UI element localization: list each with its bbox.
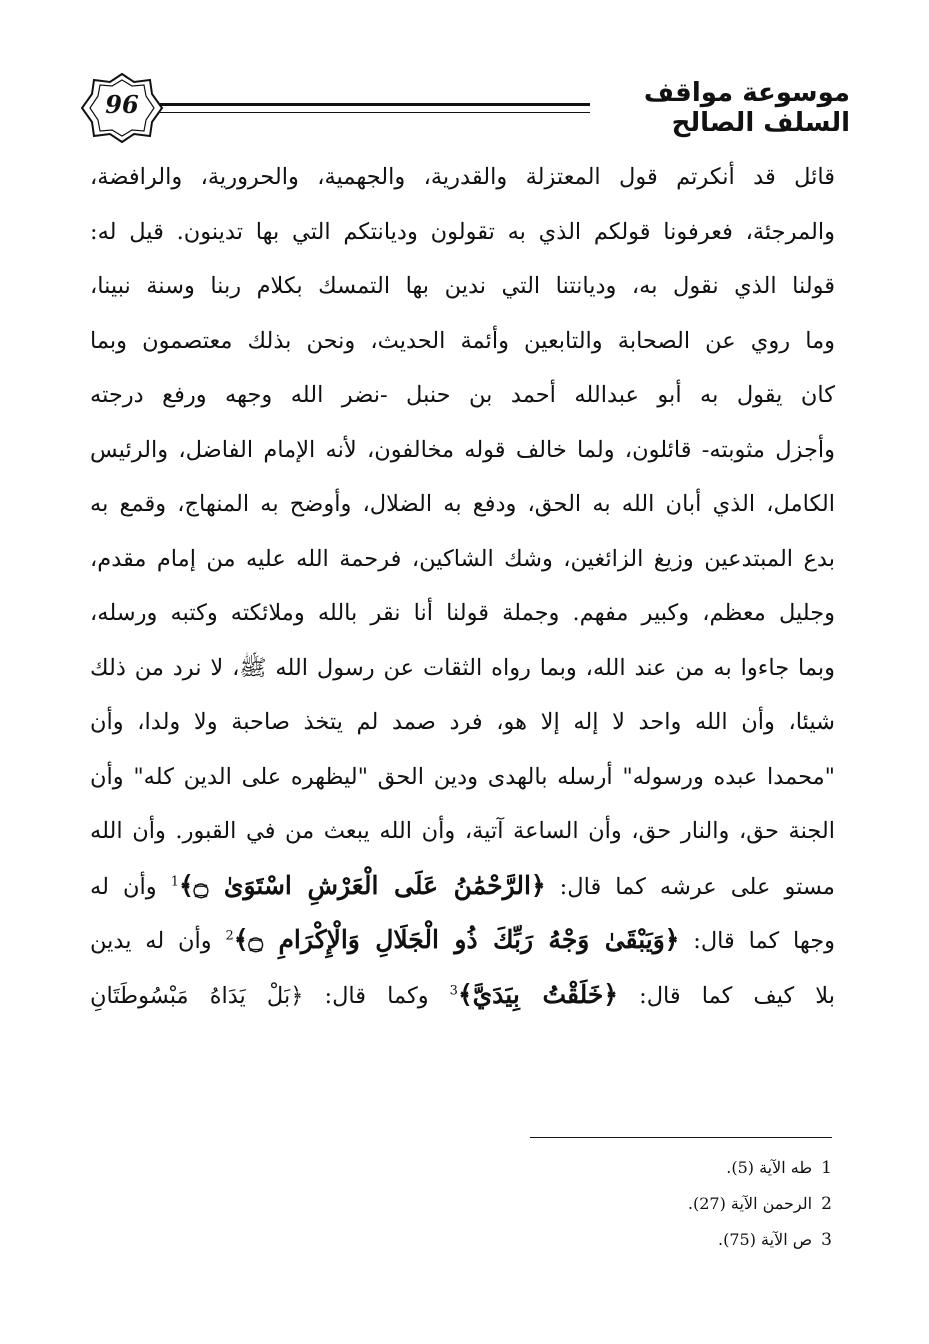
footnote-separator [530, 1137, 832, 1138]
text-line: وجليل معظم، وكبير مفهم. وجملة قولنا أنا نقر بالله وملائكته وكتبه ورسله، [90, 600, 835, 626]
text-line: وما روي عن الصحابة والتابعين وأئمة الحديث، ونحن بذلك معتصمون وبما [90, 327, 835, 354]
footnote-ref: 2 [225, 928, 234, 944]
line-text: وأن له يدين [90, 928, 226, 954]
line-text: وأن له [90, 873, 171, 900]
footnote [500, 1186, 832, 1222]
series-title: موسوعة مواقف السلف الصالح [643, 78, 850, 138]
quran-verse: ﴿وَيَبْقَىٰ وَجْهُ رَبِّكَ ذُو الْجَلَالِ وَالْإِكْرَامِ ۝﴾ [233, 925, 680, 954]
footnote [500, 1222, 832, 1258]
body-text [90, 150, 835, 1022]
footnote-number: 3 [821, 1230, 832, 1250]
line-text: بلا كيف كما قال: [618, 982, 835, 1009]
header-rule [160, 103, 590, 113]
footnote-ref: 1 [170, 874, 179, 889]
text-line: شيئا، وأن الله واحد لا إله إلا هو، فرد صمد لم يتخذ صاحبة ولا ولدا، وأن [90, 709, 835, 735]
page-number-badge [80, 72, 164, 144]
text-line: وبما جاءوا به من عند الله، وبما رواه الثقات عن رسول الله ﷺ، لا نرد من ذلك [90, 654, 835, 681]
page-number: 96 [105, 90, 139, 119]
text-line: والمرجئة، فعرفونا قولكم الذي به تقولون وديانتكم التي بها تدينون. قيل له: [90, 218, 835, 245]
quran-citation-line [90, 913, 835, 968]
quran-verse: ﴿خَلَقْتُ بِيَدَيَّ﴾ [457, 979, 619, 1009]
footnotes [500, 1150, 832, 1258]
footnote-text: ص الآية (75). [718, 1230, 813, 1249]
quran-citation-line [90, 859, 835, 914]
line-text: مستو على عرشه كما قال: [545, 873, 835, 900]
line-text: وجها كما قال: [679, 928, 835, 954]
quran-verse: ﴿الرَّحْمَٰنُ عَلَى الْعَرْشِ اسْتَوَىٰ ۝﴾ [178, 870, 546, 900]
footnote-number: 2 [821, 1194, 832, 1214]
text-line: بدع المبتدعين وزيغ الزائغين، وشك الشاكين، فرحمة الله عليه من إمام مقدم، [90, 545, 835, 572]
text-line: قائل قد أنكرتم قول المعتزلة والقدرية، والجهمية، والحرورية، والرافضة، [90, 164, 835, 190]
line-text: وكما قال: ﴿بَلْ يَدَاهُ مَبْسُوطَتَانِ [90, 982, 450, 1009]
page-header [80, 72, 850, 152]
footnote-ref: 3 [449, 983, 458, 998]
text-line: الكامل، الذي أبان الله به الحق، ودفع به الضلال، وأوضح به المنهاج، وقمع به [90, 491, 835, 517]
text-line: كان يقول به أبو عبدالله أحمد بن حنبل -نضر الله وجهه ورفع درجته [90, 382, 835, 408]
text-line: "محمدا عبده ورسوله" أرسله بالهدى ودين الحق "ليظهره على الدين كله" وأن [90, 763, 835, 790]
quran-citation-line [90, 968, 835, 1023]
footnote-text: الرحمن الآية (27). [687, 1194, 813, 1213]
text-line: قولنا الذي نقول به، وديانتنا التي ندين بها التمسك بكلام ربنا وسنة نبينا، [90, 273, 835, 299]
text-line: الجنة حق، والنار حق، وأن الساعة آتية، وأن الله يبعث من في القبور. وأن الله [90, 818, 835, 844]
footnote-number: 1 [821, 1158, 832, 1178]
footnote-text: طه الآية (5). [726, 1158, 813, 1177]
footnote [500, 1150, 832, 1186]
text-line: وأجزل مثوبته- قائلون، ولما خالف قوله مخالفون، لأنه الإمام الفاضل، والرئيس [90, 436, 835, 463]
